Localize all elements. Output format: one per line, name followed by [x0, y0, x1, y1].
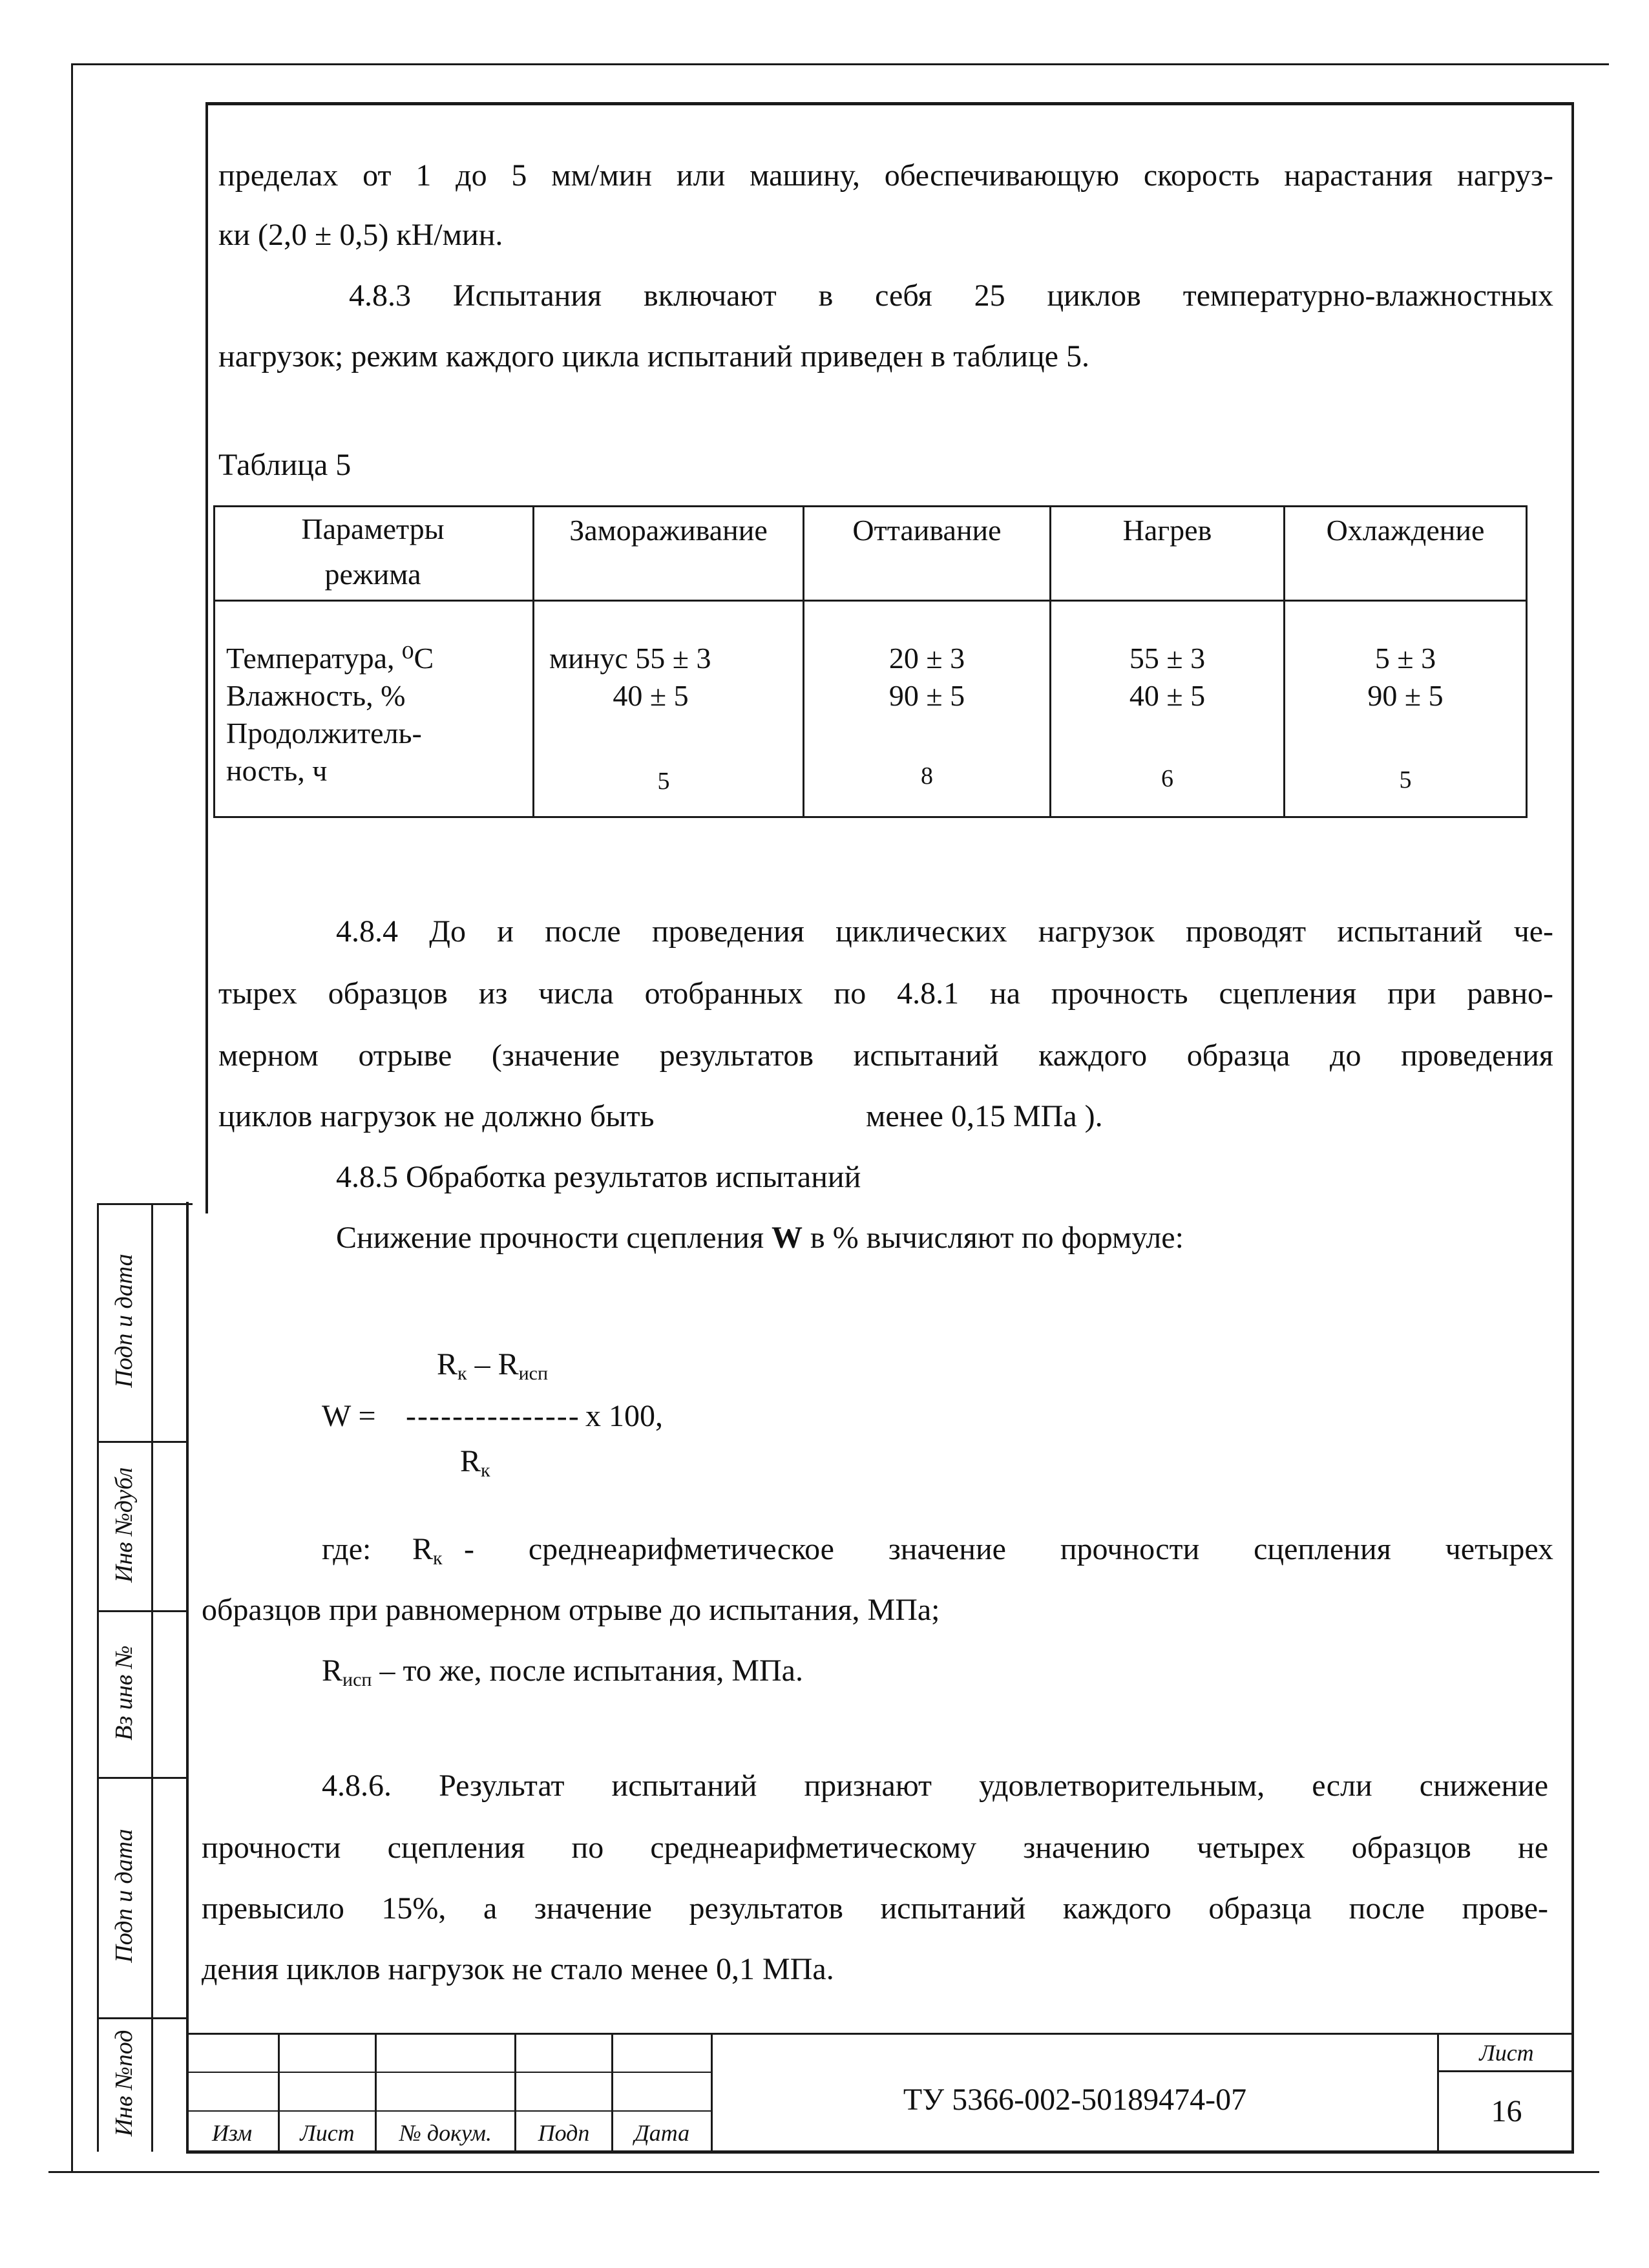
table-cell-duration: 6: [1161, 765, 1173, 792]
formula-lhs: W =: [322, 1399, 376, 1433]
formula-intro: Снижение прочности сцепления W в % вычисляют по формуле:: [336, 1221, 1184, 1255]
table-caption: Таблица 5: [218, 448, 352, 482]
table-header-params: Параметры режима: [301, 512, 445, 591]
table-cell-duration: 8: [921, 762, 933, 790]
table-cell-humidity: 90 ± 5: [888, 679, 965, 712]
stamp-col-date: Дата: [634, 2120, 690, 2146]
side-stamp-border-left: [97, 1203, 99, 2152]
section-4-8-3-line2: нагрузок; режим каждого цикла испытаний приведен в таблице 5.: [218, 339, 1089, 373]
table-cell-duration: 5: [1399, 766, 1412, 793]
frame-bottom-outer: [48, 2171, 1599, 2173]
table-cell-temp: минус 55 ± 3: [549, 642, 711, 675]
side-label-orig-inv: Инв №под: [110, 2030, 138, 2137]
text-line: пределах от 1 до 5 мм/мин или машину, обеспечивающую скорость нарастания нагруз-: [218, 158, 1553, 193]
formula-multiplier: х 100,: [585, 1399, 663, 1433]
sheet-label: Лист: [1479, 2040, 1534, 2066]
frame-top-inner: [205, 102, 1574, 105]
side-label-sign-date-2: Подп и дата: [110, 1829, 138, 1963]
section-4-8-4-line1: 4.8.4 До и после проведения циклических нагрузок проводят испытаний че-: [336, 914, 1553, 949]
doc-code: ТУ 5366-002-50189474-07: [903, 2083, 1247, 2117]
table-header-thawing: Оттаивание: [852, 514, 1002, 547]
section-4-8-6-line4: дения циклов нагрузок не стало менее 0,1 МПа.: [202, 1952, 834, 1986]
formula-denominator: $R_к$: [460, 1444, 490, 1481]
frame-left-outer: [71, 63, 73, 2171]
where-line1-label: где:: [322, 1532, 372, 1566]
where-line3: $R_{исп}$ – то же, после испытания, МПа.: [322, 1654, 803, 1690]
table-param-labels: Температура, ⁰С Влажность, % Продолжитель- ность, ч: [226, 642, 434, 787]
table-header-cooling: Охлаждение: [1326, 514, 1485, 547]
table-cell-humidity: 40 ± 5: [613, 679, 689, 712]
side-label-sign-date: Подп и дата: [110, 1254, 138, 1388]
table-cell-humidity: 40 ± 5: [1129, 679, 1206, 712]
side-stamp-border-top: [97, 1203, 193, 1205]
table-cell-temp: 5 ± 3: [1374, 642, 1436, 675]
frame-left-inner-upper: [205, 102, 208, 1213]
table-border-top: [213, 505, 1528, 507]
table-header-freezing: Замораживание: [569, 514, 768, 547]
stamp-col-doc: № докум.: [399, 2120, 492, 2146]
frame-right-inner: [1571, 102, 1574, 2153]
section-4-8-6-line1: 4.8.6. Результат испытаний признают удовлетворительным, если снижение: [322, 1769, 1548, 1803]
section-4-8-5-heading: 4.8.5 Обработка результатов испытаний: [336, 1160, 861, 1194]
table-header-heating: Нагрев: [1122, 514, 1212, 547]
title-block-sheet-row: [1437, 2070, 1574, 2072]
table-cell-temp: 20 ± 3: [888, 642, 965, 675]
table-border-bottom: [213, 816, 1528, 818]
section-4-8-4-line3: мерном отрыве (значение результатов испытаний каждого образца до проведения: [218, 1038, 1553, 1073]
side-stamp: [97, 1203, 189, 2152]
where-line2: образцов при равномерном отрыве до испытания, МПа;: [202, 1593, 940, 1627]
frame-top-outer: [71, 63, 1609, 65]
section-4-8-3-line1: 4.8.3 Испытания включают в себя 25 циклов температурно-влажностных: [349, 278, 1553, 313]
side-label-dup-inv: Инв №дубл: [110, 1467, 138, 1583]
table-border-right: [1526, 505, 1528, 818]
table-cell-humidity: 90 ± 5: [1367, 679, 1444, 712]
title-block: [186, 2033, 1574, 2153]
section-4-8-4-line4b: менее 0,15 МПа ).: [866, 1099, 1103, 1133]
sheet-number: 16: [1491, 2094, 1522, 2128]
table-cell-duration: 5: [657, 768, 670, 795]
table-header-separator: [213, 600, 1528, 602]
formula-numerator: $R_к - R_{исп}$: [437, 1347, 549, 1384]
section-4-8-6-line2: прочности сцепления по среднеарифметическому значению четырех образцов не: [202, 1831, 1548, 1865]
side-stamp-border-mid: [151, 1203, 153, 2152]
formula-fraction-bar: ---------------: [406, 1399, 580, 1433]
title-block-top: [186, 2033, 1574, 2035]
section-4-8-6-line3: превысило 15%, а значение результатов испытаний каждого образца после прове-: [202, 1891, 1548, 1926]
title-block-row: [186, 2072, 711, 2073]
title-block-row: [186, 2110, 711, 2112]
where-line1-text: - среднеарифметическое значение прочности сцепления четырех: [464, 1532, 1553, 1566]
stamp-col-sign: Подп: [538, 2120, 590, 2146]
stamp-col-sheet: Лист: [300, 2120, 355, 2146]
table-cell-temp: 55 ± 3: [1129, 642, 1206, 675]
text-line: ки (2,0 ± 0,5) кН/мин.: [218, 218, 503, 252]
stamp-col-change: Изм: [211, 2120, 253, 2146]
section-4-8-4-line2: тырех образцов из числа отобранных по 4.8.1 на прочность сцепления при равно-: [218, 976, 1553, 1011]
section-4-8-4-line4a: циклов нагрузок не должно быть: [218, 1099, 655, 1133]
side-label-replaced-inv: Вз инв №: [110, 1645, 138, 1741]
table-5: [213, 505, 1528, 818]
where-line1-rk: $R_к$: [412, 1532, 443, 1569]
